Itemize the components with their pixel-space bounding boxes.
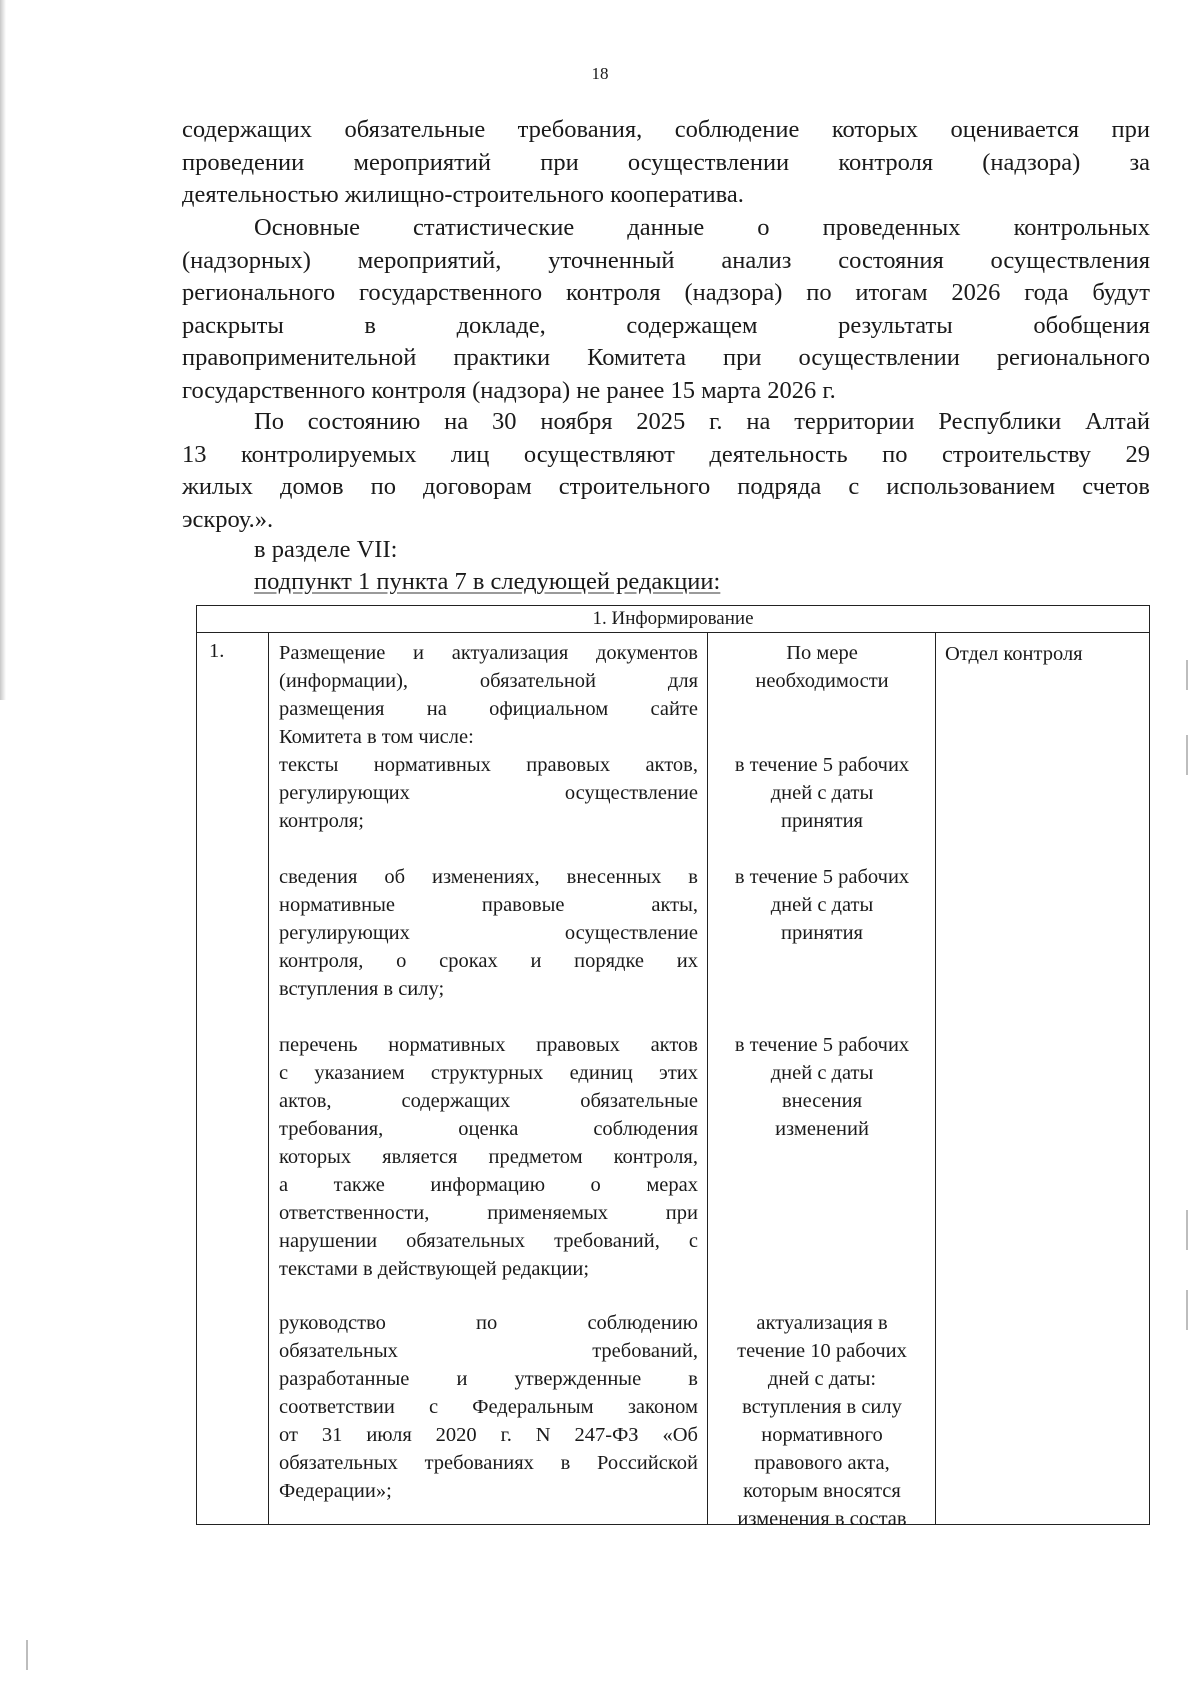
text-line: с указанием структурных единиц этих xyxy=(279,1062,698,1084)
subpoint-reference: подпункт 1 пункта 7 в следующей редакции: xyxy=(254,568,721,595)
scan-mark xyxy=(26,1640,28,1670)
measure-text xyxy=(279,639,698,751)
text-line: раскрыты в докладе, содержащем результаты обобщения xyxy=(182,311,1150,339)
text-line: Размещение и актуализация документов xyxy=(279,642,698,664)
text-line: По мере xyxy=(786,642,858,664)
text-line: обязательных требованиях в Российской xyxy=(279,1452,698,1474)
measure-text xyxy=(279,1309,698,1505)
text-line: от 31 июля 2020 г. N 247-ФЗ «Об xyxy=(279,1424,698,1446)
text-line: размещения на официальном сайте xyxy=(279,698,698,720)
section-reference: в разделе VII: xyxy=(254,536,398,563)
scan-edge xyxy=(0,0,6,700)
text-line: текстами в действующей редакции; xyxy=(279,1258,590,1280)
text-line: дней с даты xyxy=(770,894,874,916)
text-line: необходимости xyxy=(755,670,889,692)
text-line: Федерации»; xyxy=(279,1480,392,1502)
text-line: тексты нормативных правовых актов, xyxy=(279,754,698,776)
text-line: проведении мероприятий при осуществлении контроля (надзора) за xyxy=(182,148,1150,176)
text-line: перечень нормативных правовых актов xyxy=(279,1034,698,1056)
text-line: обязательных требований, xyxy=(279,1340,698,1362)
text-line: государственного контроля (надзора) не ранее 15 марта 2026 г. xyxy=(182,376,836,404)
text-line: в течение 5 рабочих xyxy=(734,754,910,776)
text-line: контроля; xyxy=(279,810,364,832)
text-line: содержащих обязательные требования, соблюдение которых оценивается при xyxy=(182,116,1150,143)
text-line: изменения в состав xyxy=(737,1508,907,1530)
text-line: регионального государственного контроля (надзора) по итогам 2026 года будут xyxy=(182,279,1150,306)
text-line: ответственности, применяемых при xyxy=(279,1202,698,1224)
text-line: Основные статистические данные о проведенных контрольных xyxy=(254,214,1150,241)
measure-text xyxy=(279,863,698,1003)
text-line: регулирующих осуществление xyxy=(279,782,698,804)
measure-term xyxy=(713,639,931,695)
text-line: изменений xyxy=(775,1118,869,1140)
measure-term xyxy=(713,1309,931,1533)
informing-table xyxy=(196,605,1150,1530)
text-line: регулирующих осуществление xyxy=(279,922,698,944)
text-line: требования, оценка соблюдения xyxy=(279,1118,698,1140)
text-line: 13 контролируемых лиц осуществляют деятельность по строительству 29 xyxy=(182,440,1150,468)
text-line: актов, содержащих обязательные xyxy=(279,1090,698,1112)
measure-term xyxy=(713,751,931,835)
text-line: вступления в силу xyxy=(742,1396,902,1418)
text-line: а также информацию о мерах xyxy=(279,1174,698,1196)
table-header: 1. Информирование xyxy=(197,606,1149,633)
measure-text xyxy=(279,1031,698,1283)
text-line: которым вносятся xyxy=(743,1480,901,1502)
text-line: вступления в силу; xyxy=(279,978,445,1000)
measure-term xyxy=(713,863,931,947)
column-divider xyxy=(707,633,708,1524)
text-line: течение 10 рабочих xyxy=(737,1340,907,1362)
responsible-department: Отдел контроля xyxy=(945,643,1083,665)
text-line: которых является предметом контроля, xyxy=(279,1146,698,1168)
page-number: 18 xyxy=(591,64,609,83)
row-number: 1. xyxy=(209,640,225,662)
text-line: жилых домов по договорам строительного подряда с использованием счетов xyxy=(182,473,1150,500)
text-line: актуализация в xyxy=(756,1312,888,1334)
text-line: По состоянию на 30 ноября 2025 г. на территории Республики Алтай xyxy=(254,408,1150,435)
text-line: в течение 5 рабочих xyxy=(734,866,910,888)
text-line: принятия xyxy=(781,810,863,832)
column-divider xyxy=(268,633,269,1524)
text-line: в течение 5 рабочих xyxy=(734,1034,910,1056)
text-line: контроля, о сроках и порядке их xyxy=(279,950,698,972)
text-line: (надзорных) мероприятий, уточненный анализ состояния осуществления xyxy=(182,246,1150,274)
measure-term xyxy=(713,1031,931,1143)
scan-mark xyxy=(1186,1290,1188,1330)
text-line: руководство по соблюдению xyxy=(279,1312,698,1334)
column-divider xyxy=(935,633,936,1524)
text-line: нормативные правовые акты, xyxy=(279,894,698,916)
statistics-paragraph xyxy=(182,212,1150,407)
scan-mark xyxy=(1186,735,1188,775)
text-line: нормативного xyxy=(761,1424,883,1446)
text-line: дней с даты xyxy=(770,782,874,804)
text-line: правового акта, xyxy=(754,1452,890,1474)
text-line: эскроу.». xyxy=(182,505,274,533)
measure-text xyxy=(279,751,698,835)
scan-mark xyxy=(1186,1210,1188,1250)
scan-mark xyxy=(1186,660,1188,690)
state-paragraph xyxy=(182,406,1150,536)
text-line: сведения об изменениях, внесенных в xyxy=(279,866,698,888)
text-line: дней с даты xyxy=(770,1062,874,1084)
text-line: разработанные и утвержденные в xyxy=(279,1368,698,1390)
text-line: (информации), обязательной для xyxy=(279,670,698,692)
intro-paragraph xyxy=(182,114,1150,212)
text-line: Комитета в том числе: xyxy=(279,726,474,748)
text-line: правоприменительной практики Комитета при осуществлении регионального xyxy=(182,344,1150,371)
text-line: соответствии с Федеральным законом xyxy=(279,1396,698,1418)
text-line: внесения xyxy=(781,1090,863,1112)
text-line: принятия xyxy=(781,922,863,944)
text-line: дней с даты: xyxy=(767,1368,877,1390)
text-line: нарушении обязательных требований, с xyxy=(279,1230,698,1252)
text-line: деятельностью жилищно-строительного кооператива. xyxy=(182,181,744,208)
